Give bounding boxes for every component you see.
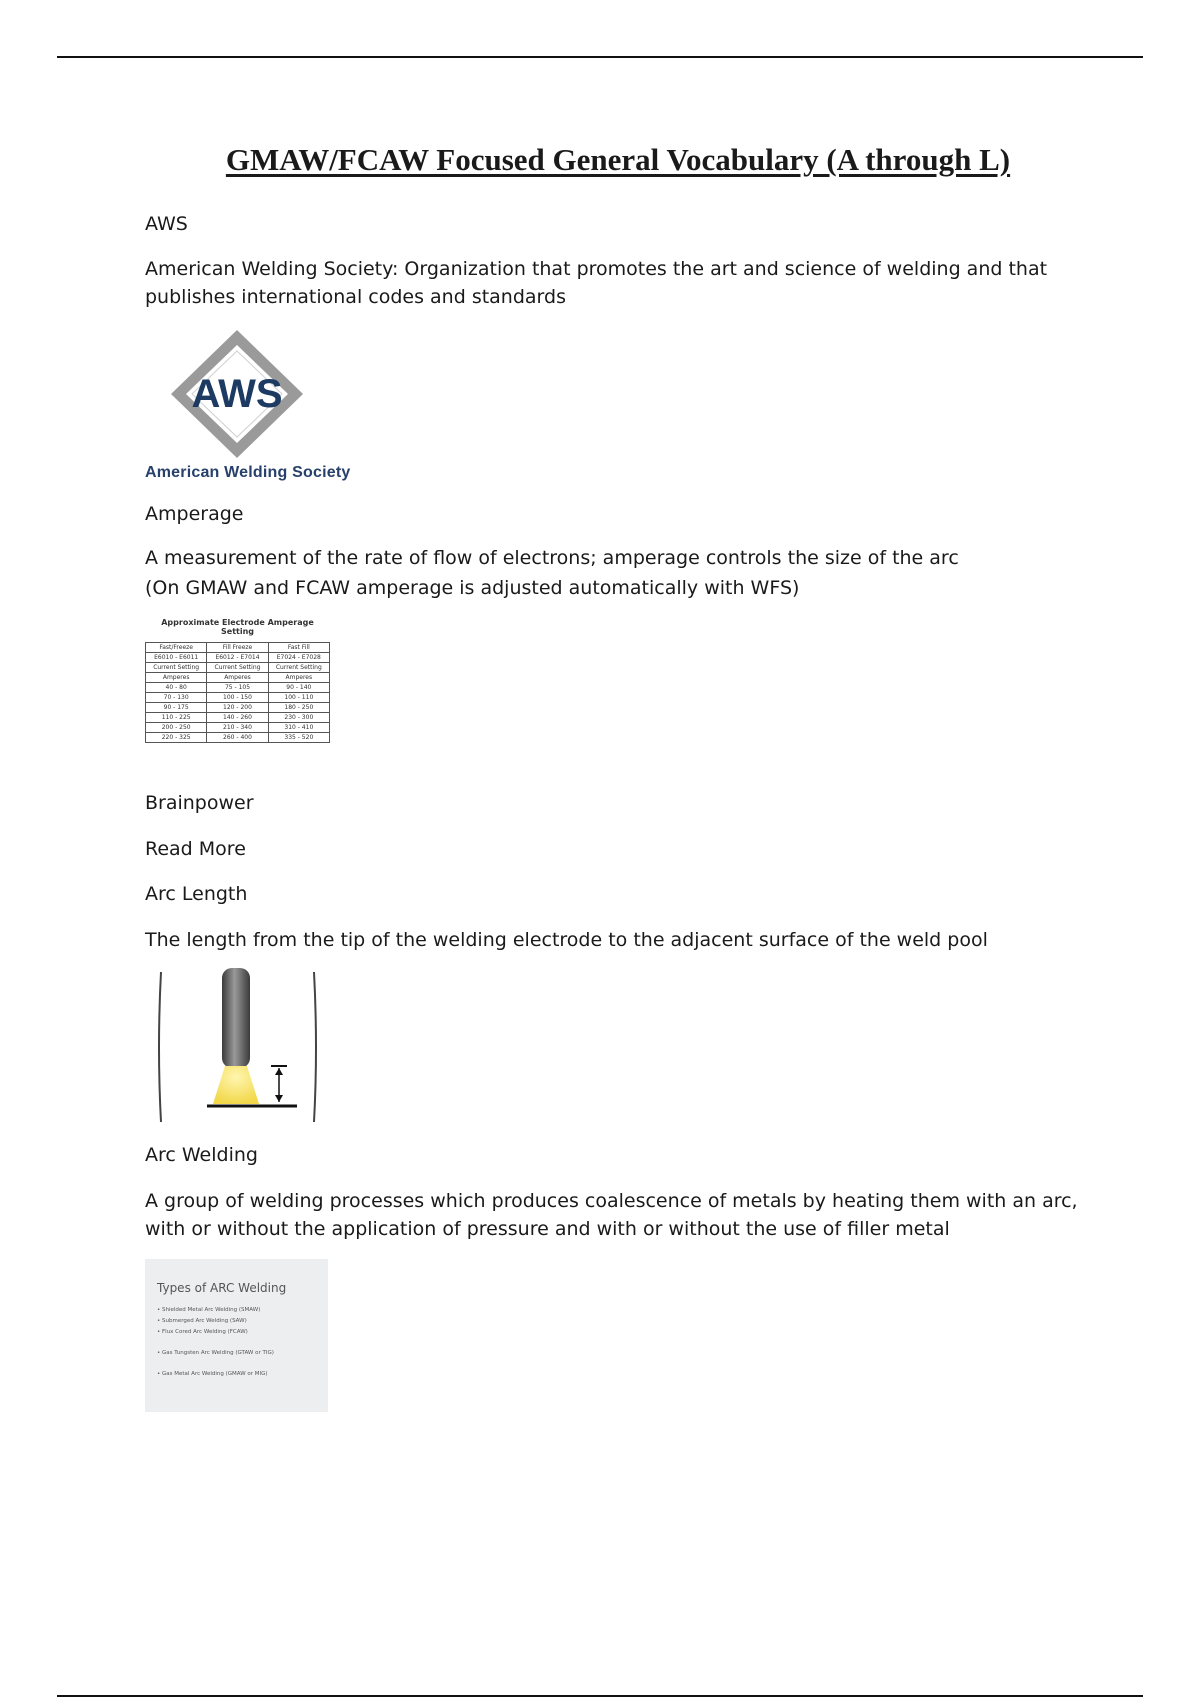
- header-rule: [57, 56, 1143, 58]
- aws-logo-text: AWS: [191, 372, 283, 416]
- table-cell: 100 - 110: [268, 693, 329, 703]
- table-header: Fill Freeze: [207, 643, 268, 653]
- table-unit: Amperes: [146, 673, 207, 683]
- table-cell: 335 - 520: [268, 733, 329, 743]
- table-setting: Current Setting: [268, 663, 329, 673]
- table-cell: 100 - 150: [207, 693, 268, 703]
- definition-aws: American Welding Society: Organization that promotes the art and science of welding and that publishes international codes and standards: [145, 258, 1048, 308]
- term-aws: AWS: [145, 213, 188, 235]
- table-cell: 200 - 250: [146, 723, 207, 733]
- table-cell: 110 - 225: [146, 713, 207, 723]
- list-item: • Gas Tungsten Arc Welding (GTAW or TIG): [157, 1350, 274, 1356]
- aws-logo-caption: American Welding Society: [145, 464, 351, 481]
- table-header: Fast/Freeze: [146, 643, 207, 653]
- table-setting: Current Setting: [146, 663, 207, 673]
- table-cell: 230 - 300: [268, 713, 329, 723]
- table-unit: Amperes: [268, 673, 329, 683]
- table-cell: 90 - 175: [146, 703, 207, 713]
- table-unit: Amperes: [207, 673, 268, 683]
- list-item: • Gas Metal Arc Welding (GMAW or MIG): [157, 1371, 268, 1377]
- arc-length-diagram: [155, 968, 320, 1126]
- table-cell: 90 - 140: [268, 683, 329, 693]
- table-subheader: E6012 - E7014: [207, 653, 268, 663]
- table-cell: 180 - 250: [268, 703, 329, 713]
- term-arc-length: Arc Length: [145, 883, 248, 905]
- list-item: • Flux Cored Arc Welding (FCAW): [157, 1329, 248, 1335]
- page-title: GMAW/FCAW Focused General Vocabulary (A through L): [225, 142, 1011, 177]
- table-subheader: E6010 - E6011: [146, 653, 207, 663]
- definition-amperage-2: (On GMAW and FCAW amperage is adjusted automatically with WFS): [145, 577, 800, 599]
- amperage-table: [145, 618, 330, 743]
- definition-arc-welding: A group of welding processes which produces coalescence of metals by heating them with an arc, with or without the application of pressure and with or without the use of filler metal: [145, 1190, 1078, 1240]
- table-header: Fast Fill: [268, 643, 329, 653]
- read-more-link[interactable]: Read More: [145, 838, 246, 860]
- arc-welding-types-image: [145, 1259, 328, 1412]
- table-cell: 210 - 340: [207, 723, 268, 733]
- table-cell: 120 - 200: [207, 703, 268, 713]
- list-item: • Shielded Metal Arc Welding (SMAW): [157, 1307, 261, 1313]
- table-cell: 40 - 80: [146, 683, 207, 693]
- aws-logo: [168, 327, 306, 462]
- table-cell: 310 - 410: [268, 723, 329, 733]
- term-arc-welding: Arc Welding: [145, 1144, 258, 1166]
- table-subheader: E7024 - E7028: [268, 653, 329, 663]
- table-cell: 220 - 325: [146, 733, 207, 743]
- footer-rule: [57, 1695, 1143, 1697]
- definition-arc-length: The length from the tip of the welding electrode to the adjacent surface of the weld pool: [145, 929, 988, 951]
- list-item: • Submerged Arc Welding (SAW): [157, 1318, 247, 1324]
- table-cell: 75 - 105: [207, 683, 268, 693]
- table-cell: 260 - 400: [207, 733, 268, 743]
- arc-types-title: Types of ARC Welding: [157, 1281, 287, 1295]
- term-amperage: Amperage: [145, 503, 244, 525]
- amperage-table-caption: Approximate Electrode Amperage Setting: [161, 618, 314, 636]
- table-cell: 70 - 130: [146, 693, 207, 703]
- table-setting: Current Setting: [207, 663, 268, 673]
- brainpower-label: Brainpower: [145, 792, 254, 814]
- table-cell: 140 - 260: [207, 713, 268, 723]
- definition-amperage-1: A measurement of the rate of flow of electrons; amperage controls the size of the arc: [145, 547, 959, 569]
